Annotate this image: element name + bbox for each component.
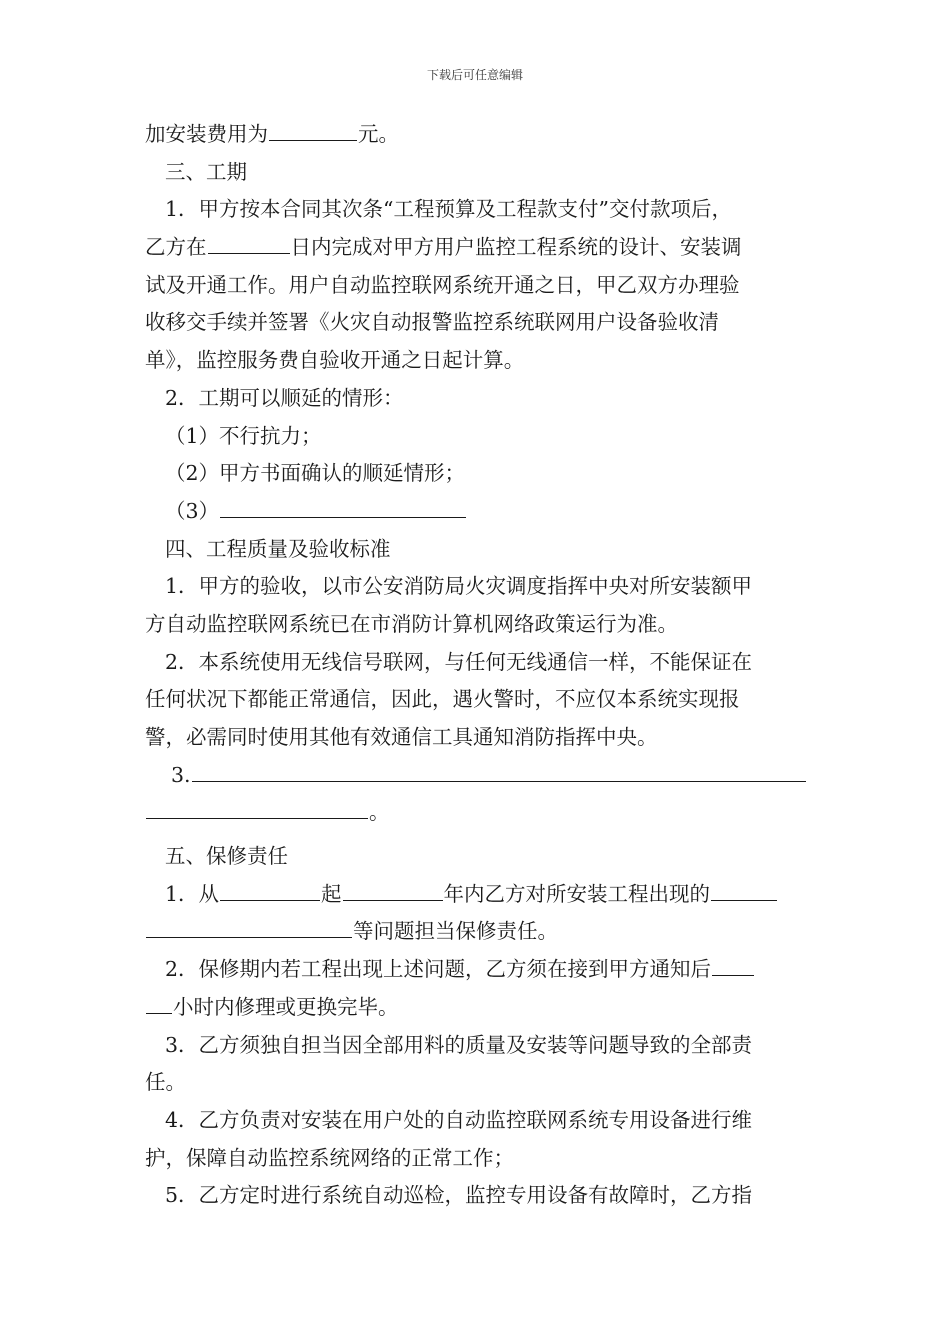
text-line: 任。 — [145, 1070, 186, 1095]
text-line: 。 — [145, 794, 810, 832]
text-line: 小时内修理或更换完毕。 — [145, 989, 810, 1027]
page-header: 下载后可任意编辑 — [426, 68, 523, 82]
fill-blank — [220, 880, 320, 900]
text-line: 4．乙方负责对安装在用户处的自动监控联网系统专用设备进行维 — [165, 1107, 753, 1132]
fill-blank — [146, 918, 352, 938]
fill-blank — [343, 880, 443, 900]
text-line: 5．乙方定时进行系统自动巡检，监控专用设备有故障时，乙方指 — [165, 1183, 753, 1208]
text-line: 1．从 起 年内乙方对所安装工程出现的 — [145, 876, 810, 914]
section-heading: 三、工期 — [165, 159, 247, 184]
text-line: 乙方在 日内完成对甲方用户监控工程系统的设计、安装调 — [145, 235, 742, 260]
text-line: 2．保修期内若工程出现上述问题，乙方须在接到甲方通知后 — [145, 951, 810, 989]
text-line: 试及开通工作。用户自动监控联网系统开通之日，甲乙双方办理验 — [145, 272, 740, 297]
text-line: 任何状况下都能正常通信，因此，遇火警时，不应仅本系统实现报 — [145, 687, 740, 712]
text-line: 2．工期可以顺延的情形： — [165, 385, 404, 410]
text-line: 单》，监控服务费自验收开通之日起计算。 — [145, 348, 525, 373]
list-item: （2）甲方书面确认的顺延情形； — [165, 461, 466, 486]
fill-blank — [208, 234, 290, 254]
list-item: （1）不行抗力； — [165, 423, 322, 448]
fill-blank — [712, 956, 754, 976]
fill-blank — [220, 497, 466, 517]
text-line: 护，保障自动监控系统网络的正常工作； — [145, 1145, 514, 1170]
text-line: 2．本系统使用无线信号联网，与任何无线通信一样，不能保证在 — [165, 649, 753, 674]
text-line: 等问题担当保修责任。 — [145, 913, 810, 951]
text-line: 1．甲方按本合同其次条“工程预算及工程款支付”交付款项后， — [165, 197, 733, 222]
list-item: （3） — [145, 493, 810, 531]
text-line: 加安装费用为 元。 — [145, 122, 399, 146]
text-line: 3．乙方须独自担当因全部用料的质量及安装等问题导致的全部责 — [165, 1032, 753, 1057]
section-heading: 四、工程质量及验收标准 — [165, 536, 391, 561]
section-heading: 五、保修责任 — [165, 844, 288, 869]
text-line: 警，必需同时使用其他有效通信工具通知消防指挥中央。 — [145, 725, 658, 749]
text-line: 收移交手续并签署《火灾自动报警监控系统联网用户设备验收清 — [145, 310, 719, 335]
document-body — [145, 116, 810, 1215]
text-line: 方自动监控联网系统已在市消防计算机网络政策运行为准。 — [145, 611, 678, 636]
text-line: 1．甲方的验收，以市公安消防局火灾调度指挥中央对所安装额甲 — [165, 574, 753, 599]
fill-blank — [146, 993, 172, 1013]
fill-blank — [269, 121, 357, 141]
fill-blank — [146, 799, 368, 819]
fill-blank — [711, 880, 777, 900]
text-line: 3. — [145, 757, 810, 795]
fill-blank — [192, 761, 806, 781]
